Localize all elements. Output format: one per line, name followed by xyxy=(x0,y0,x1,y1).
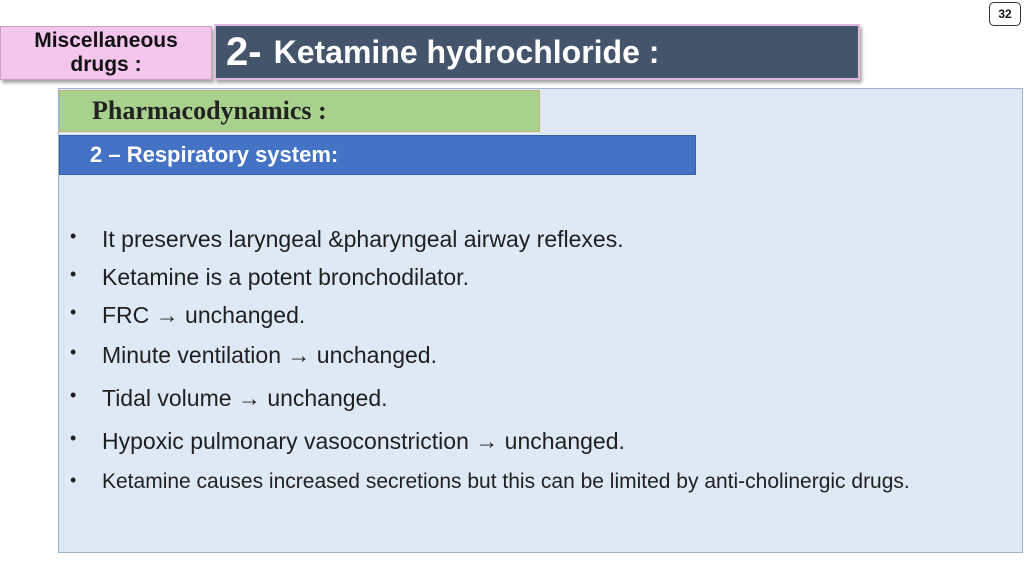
bullet-text: Ketamine causes increased secretions but this can be limited by anti-cholinergic drugs. xyxy=(102,470,910,493)
bullet-dot: • xyxy=(70,385,77,405)
bullet-text: Ketamine is a potent bronchodilator. xyxy=(102,264,469,290)
bullet-text: Hypoxic pulmonary vasoconstriction → unchanged. xyxy=(102,428,625,454)
section-header: 2 – Respiratory system: xyxy=(59,135,696,175)
bullet-dot: • xyxy=(70,470,77,490)
bullet-dot: • xyxy=(70,428,77,448)
category-tag xyxy=(0,26,212,80)
bullet-text: Minute ventilation → unchanged. xyxy=(102,342,437,368)
bullet-text: FRC → unchanged. xyxy=(102,302,306,328)
bullet-dot: • xyxy=(70,264,77,284)
bullet-text: It preserves laryngeal &pharyngeal airway reflexes. xyxy=(102,226,624,252)
bullet-text: Tidal volume → unchanged. xyxy=(102,385,388,411)
bullet-dot: • xyxy=(70,302,77,322)
subheading-label: Pharmacodynamics : xyxy=(59,90,540,132)
category-line-2: drugs : xyxy=(70,53,142,76)
slide-title-bar xyxy=(214,24,860,80)
category-line-1: Miscellaneous xyxy=(34,29,178,52)
bullet-dot: • xyxy=(70,226,77,246)
page-number: 32 xyxy=(989,2,1021,26)
title-number: 2- xyxy=(226,29,262,74)
slide-title: Ketamine hydrochloride : xyxy=(273,33,660,70)
bullet-dot: • xyxy=(70,342,77,362)
